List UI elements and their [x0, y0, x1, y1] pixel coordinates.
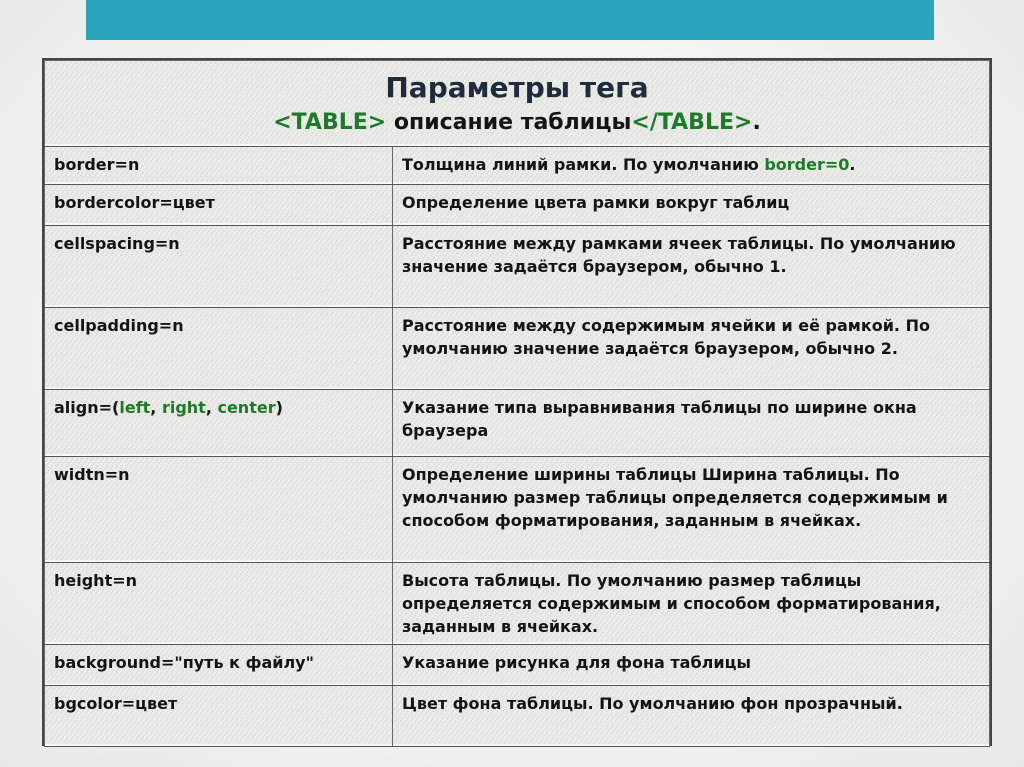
desc-text: Указание рисунка для фона таблицы: [402, 653, 751, 672]
desc-text: Цвет фона таблицы. По умолчанию фон прозрачный.: [402, 694, 903, 713]
desc-text: Высота таблицы. По умолчанию размер таблицы определяется содержимым и способом форматирования, заданным в ячейках.: [402, 571, 941, 636]
desc-text: Расстояние между содержимым ячейки и её рамкой. По умолчанию значение задаётся браузером, обычно 2.: [402, 316, 930, 358]
desc-cell: [393, 645, 990, 686]
param-text: bordercolor=цвет: [54, 193, 215, 212]
table-row: [45, 645, 990, 686]
table-row: [45, 686, 990, 747]
param-text-end: ): [275, 398, 283, 417]
param-value-left: left: [119, 398, 151, 417]
param-value-right: right: [161, 398, 206, 417]
param-text: cellspacing=n: [54, 234, 180, 253]
param-separator: ,: [205, 398, 218, 417]
table-row: [45, 390, 990, 457]
subtitle-text: описание таблицы: [386, 109, 632, 135]
param-value-center: center: [217, 398, 276, 417]
subtitle-end: .: [752, 109, 761, 135]
param-text: height=n: [54, 571, 138, 590]
param-cell: [45, 185, 393, 226]
slide-subtitle: [55, 107, 979, 139]
desc-text: Определение цвета рамки вокруг таблиц: [402, 193, 790, 212]
table-header-cell: [45, 61, 990, 147]
table-row: [45, 147, 990, 185]
table-row: [45, 226, 990, 308]
param-cell: [45, 686, 393, 747]
param-cell: [45, 390, 393, 457]
param-cell: [45, 563, 393, 645]
table-row: [45, 308, 990, 390]
param-cell: [45, 308, 393, 390]
desc-text-end: .: [849, 155, 856, 174]
tag-params-table: [44, 60, 990, 747]
param-text: border=n: [54, 155, 140, 174]
param-text: cellpadding=n: [54, 316, 184, 335]
table-header-row: [45, 61, 990, 147]
desc-cell: [393, 686, 990, 747]
close-tag: </TABLE>: [631, 109, 753, 135]
desc-text: Указание типа выравнивания таблицы по ширине окна браузера: [402, 398, 917, 440]
param-cell: [45, 457, 393, 563]
param-text: bgcolor=цвет: [54, 694, 178, 713]
desc-cell: [393, 147, 990, 185]
desc-cell: [393, 457, 990, 563]
tag-params-table-container: [42, 58, 992, 746]
param-separator: ,: [150, 398, 162, 417]
param-text: background="путь к файлу": [54, 653, 314, 672]
table-row: [45, 185, 990, 226]
param-cell: [45, 147, 393, 185]
desc-text: Расстояние между рамками ячеек таблицы. По умолчанию значение задаётся браузером, обычно 1.: [402, 234, 956, 276]
slide-title: Параметры тега: [385, 70, 649, 104]
param-cell: [45, 226, 393, 308]
desc-highlight: border=0: [764, 155, 850, 174]
param-cell: [45, 645, 393, 686]
table-row: [45, 563, 990, 645]
desc-cell: [393, 308, 990, 390]
desc-text: Толщина линий рамки. По умолчанию: [402, 155, 765, 174]
desc-cell: [393, 390, 990, 457]
desc-text: Определение ширины таблицы Ширина таблицы. По умолчанию размер таблицы определяется содержимым и способом форматирования, заданным в ячейках.: [402, 465, 948, 530]
param-text: align=(: [54, 398, 120, 417]
desc-cell: [393, 226, 990, 308]
desc-cell: [393, 185, 990, 226]
accent-top-bar: [86, 0, 934, 40]
table-row: [45, 457, 990, 563]
param-text: widtn=n: [54, 465, 130, 484]
open-tag: <TABLE>: [273, 109, 387, 135]
desc-cell: [393, 563, 990, 645]
